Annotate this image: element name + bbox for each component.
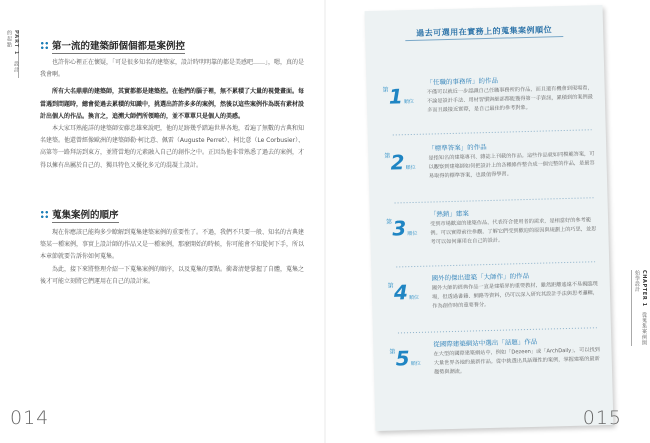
dot-grid-icon [40,41,49,50]
right-page [326,0,650,443]
dotted-divider [397,327,597,333]
paragraph: 為此，接下來將整理介紹一下蒐集案例的順序，以及蒐集的要點。衝著清楚掌握了自體，蒐集之後才可能立刻將它們運用在自己的設計案。 [40,265,305,285]
paragraph: 本大家耳熟能詳的建築師安藤忠雄來說吧，他的足跡幾乎踏遍世界各地，看遍了無數的古典和知名建築。他還曾經像歐洲的建築師勒·柯比意、佩雷（Auguste Perret）、柯比意（Le Corbusier）、高第等一路拜訪到東方，並將當地的元素融入自己的創作之中。正因為他非常熟悉了過去的案例，才得以擁有出屬於自己的、獨具特色又優化多元的混凝土設計。 [40,125,305,169]
ranking-card [365,5,614,431]
section-heading-1: 第一流的建築師個個都是案例控 [40,38,185,52]
dotted-divider [394,197,594,203]
left-page [0,0,324,443]
entry-description: 在大型的國際建築網站中，例如「Dezeen」或「ArchDaily」，可以找到大量世界各地的最新作品。從中挑選出具話題性的案例，掌握建築的最新趨勢與潮流。 [433,347,600,376]
ranking-entry-1 [378,73,598,114]
part-tab [6,30,19,78]
ranking-entry-2 [380,139,600,180]
rank-badge: $^第$5順位 [389,346,421,371]
page-number-right: 015 [582,407,622,429]
paragraph: 也許你心裡正在懷疑，「可是很多知名的建築家，設計時明明靠的都是美感吧……」，嗯，真的是我會啊。 [40,59,305,79]
rank-badge: $^第$1順位 [382,84,414,109]
ranking-entry-5 [385,335,605,376]
entry-description: 不僅可以就近一步認識自己任職事務所的作品，而且還有機會到現場看，不論是設計手法、用材習慣與細部都能獲得第一手資訊，累積到的案例最多而且最接近實際，是自己最佳的參考對象。 [426,85,593,114]
entry-description: 國外大師的經典作品一直是建築界的重要教材，雖然距離遙遠不易親臨現場，但透過書籍、網路等資料，仍可以深入研究其設計手法與思考邏輯，作為創作時的重要養分。 [431,281,599,310]
entry-description: 受到市場歡迎的建築作品，代表符合使用者的需求，是相當好的參考範例。可以實際前往參觀，了解它們受到歡迎的原因與規劃上的巧思，並思考可以如何運用在自己的設計。 [430,217,597,246]
page-number-left: 014 [10,407,50,429]
section-2-body [40,227,306,288]
entry-title: 從國際建築網站中選出「話題」作品 [433,337,538,349]
part-tab-text: PART 1 設計的起點 [6,30,19,74]
rank-badge: $^第$4順位 [387,280,420,305]
dotted-divider [395,261,595,267]
paragraph: 現在你應該已能夠多少瞭解到蒐集建築案例的重要性了。不過，我們不只要一般、知名的古典建築某一種案例，事實上設計師的作品又是一種案例，那麼開始的時候，你可能會不知從何下手，所以本章節就要告訴你如何蒐集。 [40,229,305,261]
card-title: 過去可選用在實務上的蒐集案例順位 [416,25,553,38]
ranking-entry-3 [382,205,602,246]
dotted-divider [392,129,592,135]
chapter-tab-text: CHAPTER 1 從蒐集案例開始學設計 [634,270,647,346]
entry-description: 是指知名的建築專刊、雜誌上刊載的作品。這些作品就如同模範答案，可以觀察到建築師如何把設計上的各種條件整合成一個完整的作品，是最容易取得的標準答案，也最值得學習。 [428,151,595,180]
rank-badge: $^第$3順位 [385,216,418,241]
section-heading-2: 蒐集案例的順序 [40,207,119,221]
paragraph-bold-lead: 所有大名鼎鼎的建築師，其實都都是建築控。在他們的腦子裡，無不累積了大量的視覺畫面。每當遇到問題時，總會從過去累積的知識中，挑選出許許多多的案例，然後以這些案例作為既有素材設計出個人的作品。換言之，追溯大師們所領略的，並不單單只是個人的美感。 [40,88,305,120]
chapter-tab [631,270,647,346]
dot-grid-icon [40,210,49,219]
entry-title: 「任職的事務所」的作品 [426,76,499,87]
section-1-body [40,57,306,172]
ranking-entry-4 [383,269,603,310]
entry-title: 國外的傑出建築「大師作」的作品 [431,271,530,283]
rank-badge: $^第$2順位 [384,150,416,175]
entry-title: 「標準答案」的作品 [428,143,487,153]
entry-title: 「熱銷」建案 [429,209,469,219]
